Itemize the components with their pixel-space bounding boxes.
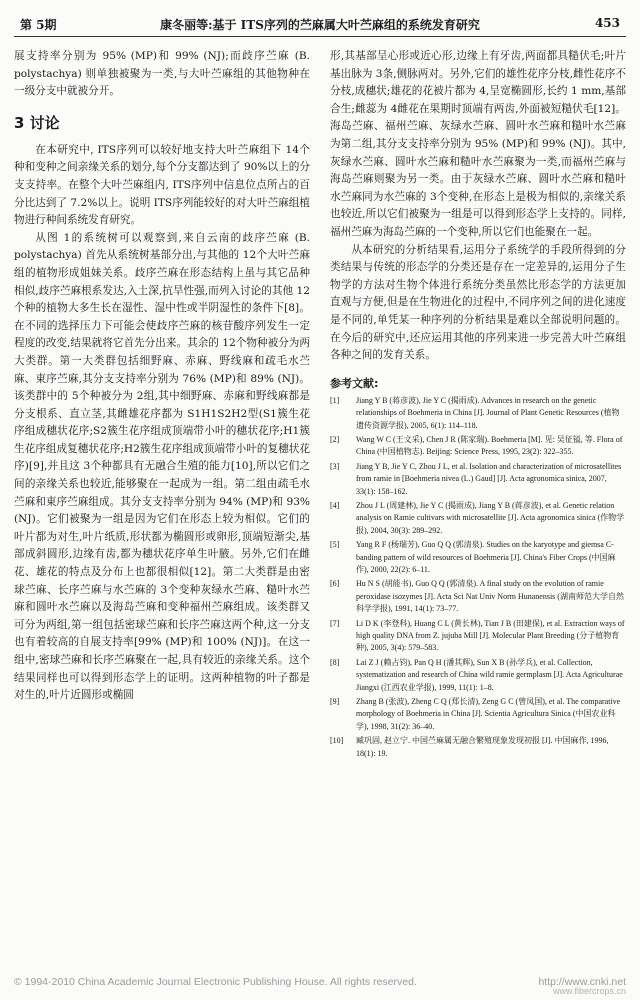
reference-number: [8] <box>330 657 340 667</box>
website-link[interactable]: http://www.cnki.net <box>538 976 626 988</box>
reference-number: [3] <box>330 461 340 471</box>
reference-text: 臧巩固, 赵立宁. 中国苎麻属无融合繁殖现象发现初报 [J]. 中国麻作, 1996, 18(1): 19. <box>356 736 609 758</box>
reference-text: Yang R F (杨瑞芳), Guo Q Q (郭清泉). Studies on the karyotype and giemsa C-banding pattern of wild resources of Boehmeria [J]. China's Fiber Crops (中国麻作), 2000, 22(2): 6–11. <box>356 540 616 574</box>
reference-text: Zhou J L (周建林), Jie Y C (揭雨成), Jiang Y B (蒋彦波), et al. Genetic relation analysis on Ramie cultivars with microsatellite [J]. Acta agronomica sinica (作物学报), 2004, 30(3): 289–292. <box>356 500 625 535</box>
continued-paragraph: 展支持率分别为 95% (MP)和 99% (NJ);而歧序苎麻 (B. polystachya) 则单独被聚为一类,与大叶苎麻组的其他物种在一级分支中就被分开。 <box>14 50 310 98</box>
reference-text: Li D K (李登科), Huang C L (黄长林), Tian J B (田建保), et al. Extraction ways of high quality DNA from Z. jujuba Mill [J]. Molecular Plant Breeding (分子植物育种), 2005, 3(4): 579–583. <box>356 618 625 653</box>
reference-number: [1] <box>330 395 340 405</box>
reference-text: Jiang Y B (蒋彦波), Jie Y C (揭雨成). Advances in research on the genetic relationships of Boehmeria in China [J]. Journal of Plant Genetic Resources (植物遗传资源学报), 2005, 6(1): 114–118. <box>356 395 620 430</box>
reference-item <box>330 434 626 459</box>
right-column <box>330 48 626 762</box>
reference-item <box>330 657 626 694</box>
reference-item <box>330 696 626 733</box>
reference-number: [7] <box>330 618 340 628</box>
reference-text: Hu N S (胡能书), Guo Q Q (郭清泉). A final study on the evolution of ramie peroxidase isozymes [J]. Acta Sci Nat Univ Norm Hunanensis (湖南师范大学自然科学学报), 1991, 14(1): 73–77. <box>356 579 624 614</box>
left-column <box>14 48 310 705</box>
running-header <box>14 12 626 37</box>
copyright-notice: © 1994-2010 China Academic Journal Electronic Publishing House. All rights reserved. <box>14 976 417 988</box>
discussion-paragraph-2: 从图 1的系统树可以观察到,来自云南的歧序苎麻 (B. polystachya) 首先从系统树基部分出,与其他的 12个大叶苎麻组的植物形成姐妹关系。歧序苎麻在形态结构上虽与其它品种相似,歧序苎麻根系发达,入土深,抗旱性强,而列入讨论的其他 12个种的植物大多生长在湿性、湿中性或半阴湿性的条件下[8]。在不同的选择压力下可能会使歧序苎麻的核苷酸序列发生一定程度的改变,结果就将它首先分出来。其余的 12个物种被分为两大类群。第一大类群包括细野麻、赤麻、野线麻和疏毛水苎麻、東序苎麻,其分支支持率分别为 76% (MP)和 89% (NJ)。该类群中的 5个种被分为 2组,其中细野麻、赤麻和野线麻都是分支根系、直立茎,其雌雄花序都为 S1H1S2H2型(S1簇生花序组成穗状花序;S2簇生花序组成顶端带小叶的穗状花序;H1簇生花序组成复穗状花序;H2簇生花序组成顶端带小叶的复穗状花序)[9],并且这 3个种都具有无融合生殖的能力[10],所以它们之间的亲缘关系也较近,能够聚在一起成为一组。第二组由疏毛水苎麻和東序苎麻组成。其分支支持率分别为 94% (MP)和 93% (NJ)。它们被聚为一组是因为它们在形态上较为相似。它们的叶片都为对生,叶片纸质,形状都为椭圆形或卵形,顶端短渐尖,基部成斜圆形,边缘有齿,都为穗状花序单生叶腋。另外,它们在雌花、雄花的特点及分布上也都很相似[12]。第二大类群是由密球苎麻、长序苎麻与水苎麻的 3个变种灰绿水苎麻、糙叶水苎麻和圆叶水苎麻以及海岛苎麻和变种福州苎麻组成。该类群又可分为两组,第一组包括密球苎麻和长序苎麻这两个种,这一分支也有着较高的自展支持率[99% (MP)和 100% (NJ)]。在这一组中,密球苎麻和长序苎麻聚在一起,具有较近的亲缘关系。这个结果同样也可以得到形态学上的证明。这两种植物的叶子都是对生的,叶片近圆形或椭圆 <box>14 231 310 702</box>
conclusion-paragraph: 从本研究的分析结果看,运用分子系统学的手段所得到的分类结果与传统的形态学的分类还是存在一定差异的,运用分子生物学的方法对生物个体进行系统分类虽然比形态学的方法更加直观与方便,但是在生物进化的过程中,不同序列之间的进化速度是不同的,单凭某一种序列的分析结果是难以全部说明问题的。在今后的研究中,还应运用其他的序列来进一步完善大叶苎麻组各种之间的发育关系。 <box>330 243 626 362</box>
continued-paragraph-right: 形,其基部呈心形或近心形,边缘上有牙齿,两面都具糙伏毛;叶片基出脉为 3条,侧脉两对。另外,它们的雄性花序分枝,雌性花序不分枝,成穗状;雄花的花被片都为 4,呈宽椭圆形,长约 1 mm,基部合生;雌蕊为 4雌花在果期时顶端有两齿,外面被短糙伏毛[12]。海岛苎麻、福州苎麻、灰绿水苎麻、圆叶水苎麻和糙叶水苎麻为第二组,其分支支持率分别为 95% (MP)和 99% (NJ)。其中,灰绿水苎麻、圆叶水苎麻和糙叶水苎麻聚为一类,而福州苎麻与海岛苎麻则聚为另一类。由于灰绿水苎麻、圆叶水苎麻和糙叶水苎麻同为水苎麻的 3个变种,在形态上是极为相似的,亲缘关系也较近,所以它们被聚为一组是可以得到形态学上支持的。同样,福州苎麻为海岛苎麻的一个变种,所以它们也能聚在一起。 <box>330 50 626 238</box>
discussion-paragraph-1: 在本研究中, ITS序列可以较好地支持大叶苎麻组下 14个种和变种之间亲缘关系的划分,每个分支都达到了 90%以上的分支支持率。在整个大叶苎麻组内, ITS序列中信息位点所占的百分比达到了 7.2%以上。说明 ITS序列能较好的对大叶苎麻组植物进行种间系统发育研究。 <box>14 143 310 227</box>
reference-text: Lai Z J (赖占钧), Pan Q H (潘其辉), Sun X B (孙学兵), et al. Collection, systematization and research of China wild ramie germplasm [J]. Acta Agriculturae Jiangxi (江西农业学报), 1999, 11(1): 1–8. <box>356 657 623 692</box>
reference-item <box>330 578 626 615</box>
reference-item <box>330 735 626 760</box>
running-title: 康冬丽等:基于 ITS序列的苎麻属大叶苎麻组的系统发育研究 <box>160 18 480 32</box>
page-footer <box>14 976 626 998</box>
watermark-text: www.fibercrops.cn <box>552 986 626 996</box>
reference-number: [2] <box>330 434 340 444</box>
reference-item <box>330 618 626 655</box>
issue-label: 第 5期 <box>20 18 57 32</box>
reference-number: [5] <box>330 540 340 550</box>
reference-item <box>330 539 626 576</box>
reference-text: Jiang Y B, Jie Y C, Zhou J L, et al. Isolation and characterization of microsatellites from ramie in [Boehmeria nivea (L.) Gaud] [J]. Acta agronomica sinica, 2007, 33(1): 158–162. <box>356 461 622 496</box>
page-number: 453 <box>594 16 620 30</box>
references-heading: 参考文献: <box>330 376 379 390</box>
reference-text: Zhang B (张波), Zheng C Q (郑长清), Zeng G C (曾凤国), et al. The comparative morphology of Boehmeria in China [J]. Scientia Agricultura Sinica (中国农业科学), 1998, 31(2): 36–40. <box>356 697 621 731</box>
section-heading: 3 讨论 <box>14 113 60 132</box>
reference-number: [6] <box>330 579 340 589</box>
reference-number: [10] <box>330 736 344 746</box>
reference-number: [4] <box>330 500 340 510</box>
reference-item <box>330 395 626 432</box>
reference-item <box>330 500 626 537</box>
reference-list <box>330 395 626 760</box>
reference-number: [9] <box>330 697 340 707</box>
reference-item <box>330 461 626 498</box>
reference-text: Wang W C (王文采), Chen J R (陈家瑞). Boehmeria [M]. 见: 吴征镒, 等. Flora of China (中国植物志). Beijing: Science Press, 1995, 23(2): 322–355. <box>356 434 623 457</box>
